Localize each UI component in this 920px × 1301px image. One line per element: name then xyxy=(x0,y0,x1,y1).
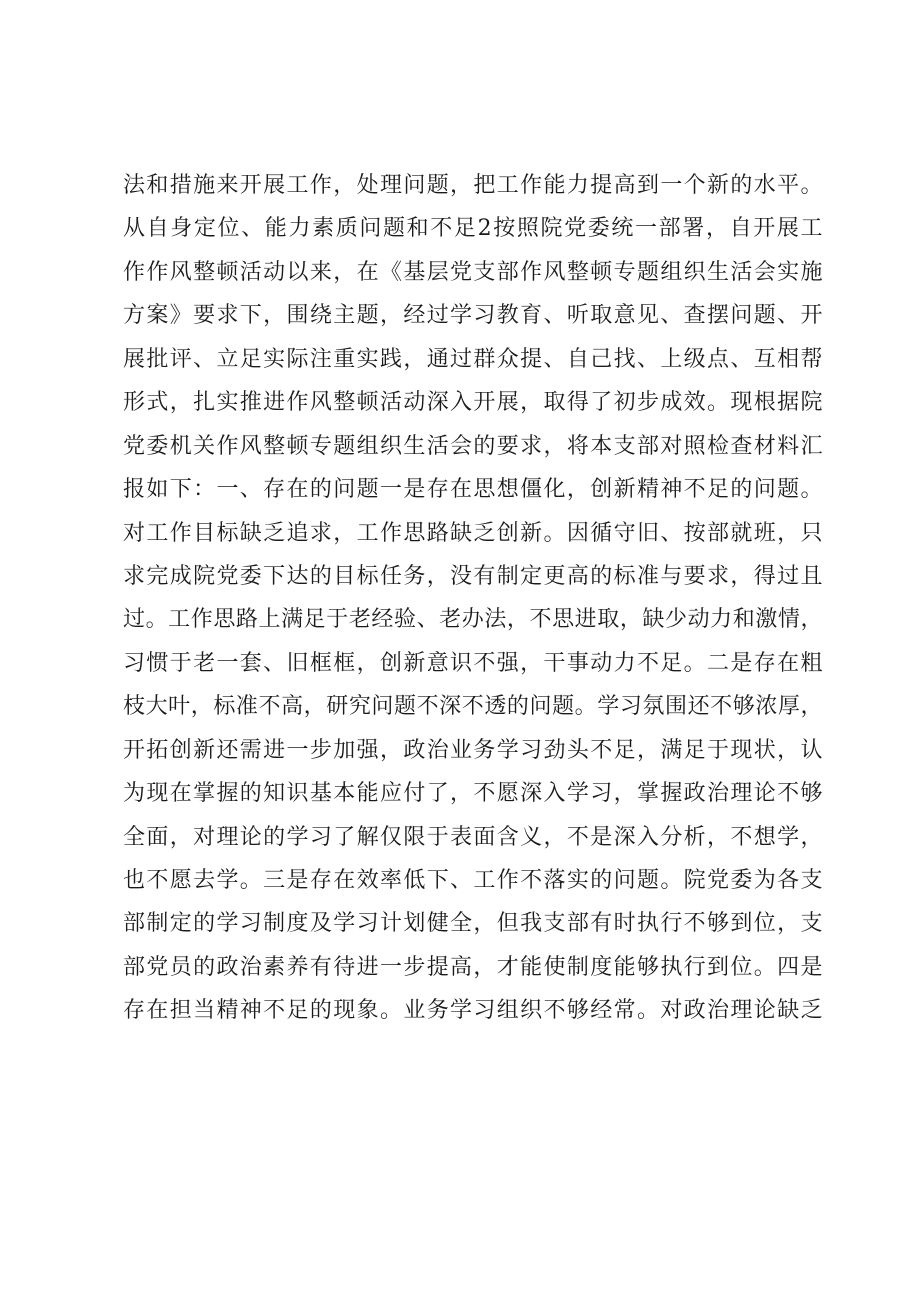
text-line-6: 形式，扎实推进作风整顿活动深入开展，取得了初步成效。现根据院 xyxy=(123,390,823,416)
text-line-13: 枝大叶，标准不高，研究问题不深不透的问题。学习氛围还不够浓厚， xyxy=(123,694,823,720)
text-line-18: 部制定的学习制度及学习计划健全，但我支部有时执行不够到位，支 xyxy=(123,911,823,937)
text-line-8: 报如下：一、存在的问题一是存在思想僵化，创新精神不足的问题。 xyxy=(123,477,823,503)
text-line-1: 法和措施来开展工作，处理问题，把工作能力提高到一个新的水平。 xyxy=(123,173,823,198)
text-line-16: 全面，对理论的学习了解仅限于表面含义，不是深入分析，不想学， xyxy=(123,824,823,850)
text-line-10: 求完成院党委下达的目标任务，没有制定更高的标准与要求，得过且 xyxy=(123,563,823,589)
text-line-17: 也不愿去学。三是存在效率低下、工作不落实的问题。院党委为各支 xyxy=(123,868,823,893)
text-line-15: 为现在掌握的知识基本能应付了，不愿深入学习，掌握政治理论不够 xyxy=(123,781,823,807)
text-line-7: 党委机关作风整顿专题组织生活会的要求，将本支部对照检查材料汇 xyxy=(123,433,823,459)
text-line-4: 方案》要求下，围绕主题，经过学习教育、听取意见、查摆问题、开 xyxy=(123,303,823,329)
text-line-19: 部党员的政治素养有待进一步提高，才能使制度能够执行到位。四是 xyxy=(123,954,823,980)
text-line-9: 对工作目标缺乏追求，工作思路缺乏创新。因循守旧、按部就班，只 xyxy=(123,520,823,546)
text-line-5: 展批评、立足实际注重实践，通过群众提、自己找、上级点、互相帮 xyxy=(123,346,823,372)
text-line-2: 从自身定位、能力素质问题和不足2按照院党委统一部署，自开展工 xyxy=(123,216,823,242)
text-line-11: 过。工作思路上满足于老经验、老办法，不思进取，缺少动力和激情， xyxy=(123,607,823,633)
body-text xyxy=(123,164,823,1033)
text-line-3: 作作风整顿活动以来，在《基层党支部作风整顿专题组织生活会实施 xyxy=(123,259,823,285)
text-line-12: 习惯于老一套、旧框框，创新意识不强，干事动力不足。二是存在粗 xyxy=(123,650,823,676)
text-line-20: 存在担当精神不足的现象。业务学习组织不够经常。对政治理论缺乏 xyxy=(123,998,823,1024)
text-line-14: 开拓创新还需进一步加强，政治业务学习劲头不足，满足于现状，认 xyxy=(123,737,823,763)
